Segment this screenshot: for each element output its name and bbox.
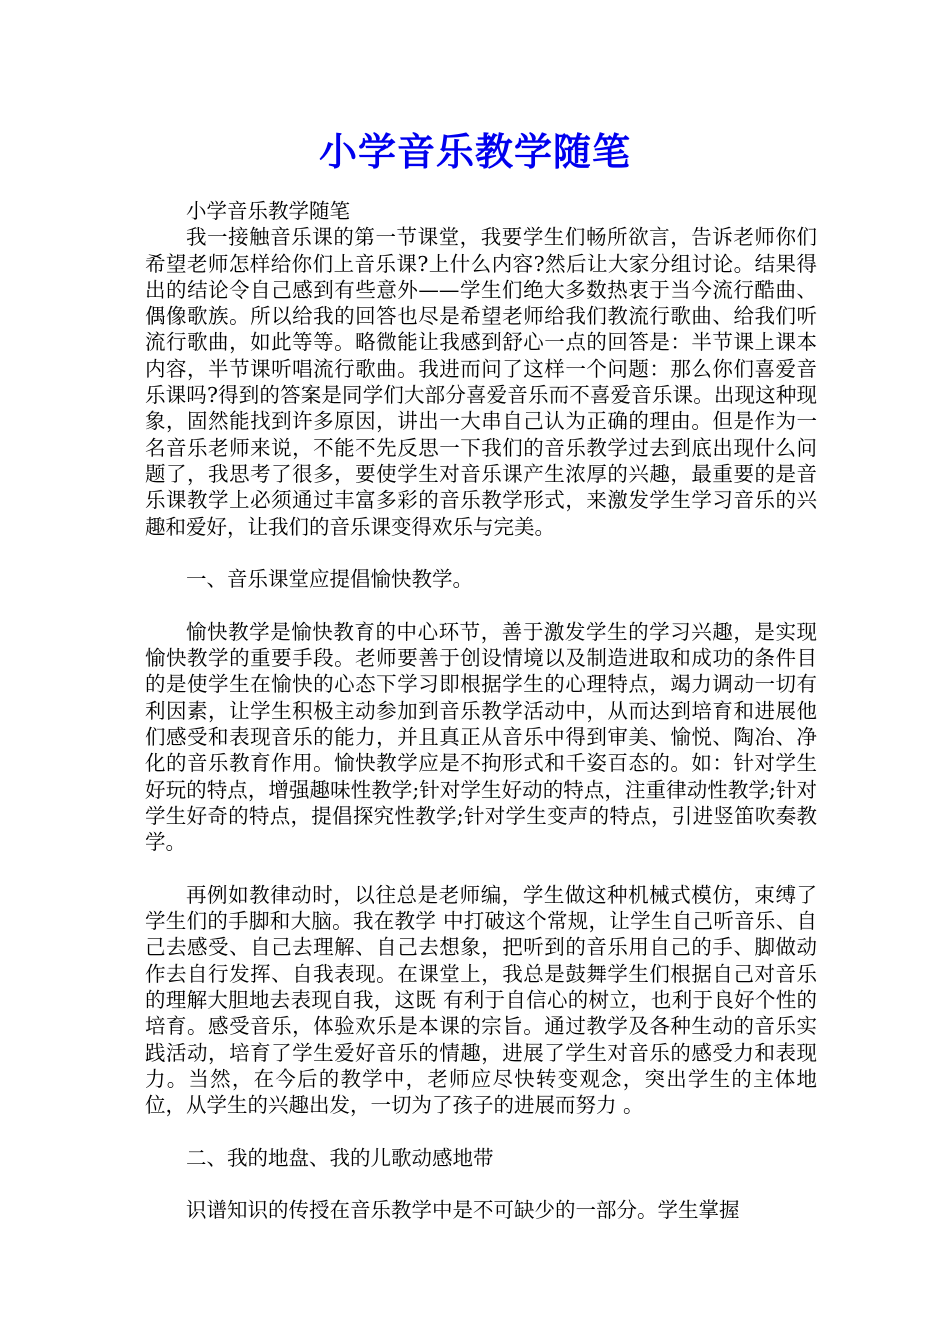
paragraph-intro: 我一接触音乐课的第一节课堂，我要学生们畅所欲言，告诉老师你们希望老师怎样给你们上音乐课?上什么内容?然后让大家分组讨论。结果得出的结论令自己感到有些意外——学生们绝大多数热衷于当今流行酷曲、偶像歌族。所以给我的回答也尽是希望老师给我们教流行歌曲、给我们听流行歌曲，如此等等。略微能让我感到舒心一点的回答是：半节课上课本内容，半节课听唱流行歌曲。我进而问了这样一个问题：那么你们喜爱音乐课吗?得到的答案是同学们大部分喜爱音乐而不喜爱音乐课。出现这种现象，固然能找到许多原因，讲出一大串自己认为正确的理由。但是作为一名音乐老师来说，不能不先反思一下我们的音乐教学过去到底出现什么问题了，我思考了很多，要使学生对音乐课产生浓厚的兴趣，最重要的是音乐课教学上必须通过丰富多彩的音乐教学形式，来激发学生学习音乐的兴趣和爱好，让我们的音乐课变得欢乐与完美。 <box>145 225 817 539</box>
document-body <box>145 198 817 1224</box>
paragraph-section-1: 愉快教学是愉快教育的中心环节，善于激发学生的学习兴趣，是实现愉快教学的重要手段。老师要善于创设情境以及制造进取和成功的条件目的是使学生在愉快的心态下学习即根据学生的心理特点，竭力调动一切有利因素，让学生积极主动参加到音乐教学活动中，从而达到培育和进展他们感受和表现音乐的能力，并且真正从音乐中得到审美、愉悦、陶冶、净化的音乐教育作用。愉快教学应是不拘形式和千姿百态的。如：针对学生好玩的特点，增强趣味性教学;针对学生好动的特点，注重律动性教学;针对学生好奇的特点，提倡探究性教学;针对学生变声的特点，引进竖笛吹奏教学。 <box>145 619 817 855</box>
document-title: 小学音乐教学随笔 <box>318 129 631 174</box>
paragraph-subtitle: 小学音乐教学随笔 <box>186 199 350 223</box>
paragraph-example: 再例如教律动时，以往总是老师编，学生做这种机械式模仿，束缚了学生们的手脚和大脑。我在教学 中打破这个常规，让学生自己听音乐、自己去感受、自己去理解、自己去想象，把听到的音乐用自己的手、脚做动作去自行发挥、自我表现。在课堂上，我总是鼓舞学生们根据自己对音乐的理解大胆地去表现自我，这既 有利于自信心的树立，也利于良好个性的培育。感受音乐，体验欢乐是本课的宗旨。通过教学及各种生动的音乐实践活动，培育了学生爱好音乐的情趣，进展了学生对音乐的感受力和表现力。当然，在今后的教学中，老师应尽快转变观念，突出学生的主体地位，从学生的兴趣出发，一切为了孩子的进展而努力 。 <box>145 882 817 1118</box>
paragraph-section-2: 识谱知识的传授在音乐教学中是不可缺少的一部分。学生掌握 <box>186 1198 740 1223</box>
section-heading-1: 一、音乐课堂应提倡愉快教学。 <box>186 567 473 592</box>
section-heading-2: 二、我的地盘、我的儿歌动感地带 <box>186 1145 494 1170</box>
